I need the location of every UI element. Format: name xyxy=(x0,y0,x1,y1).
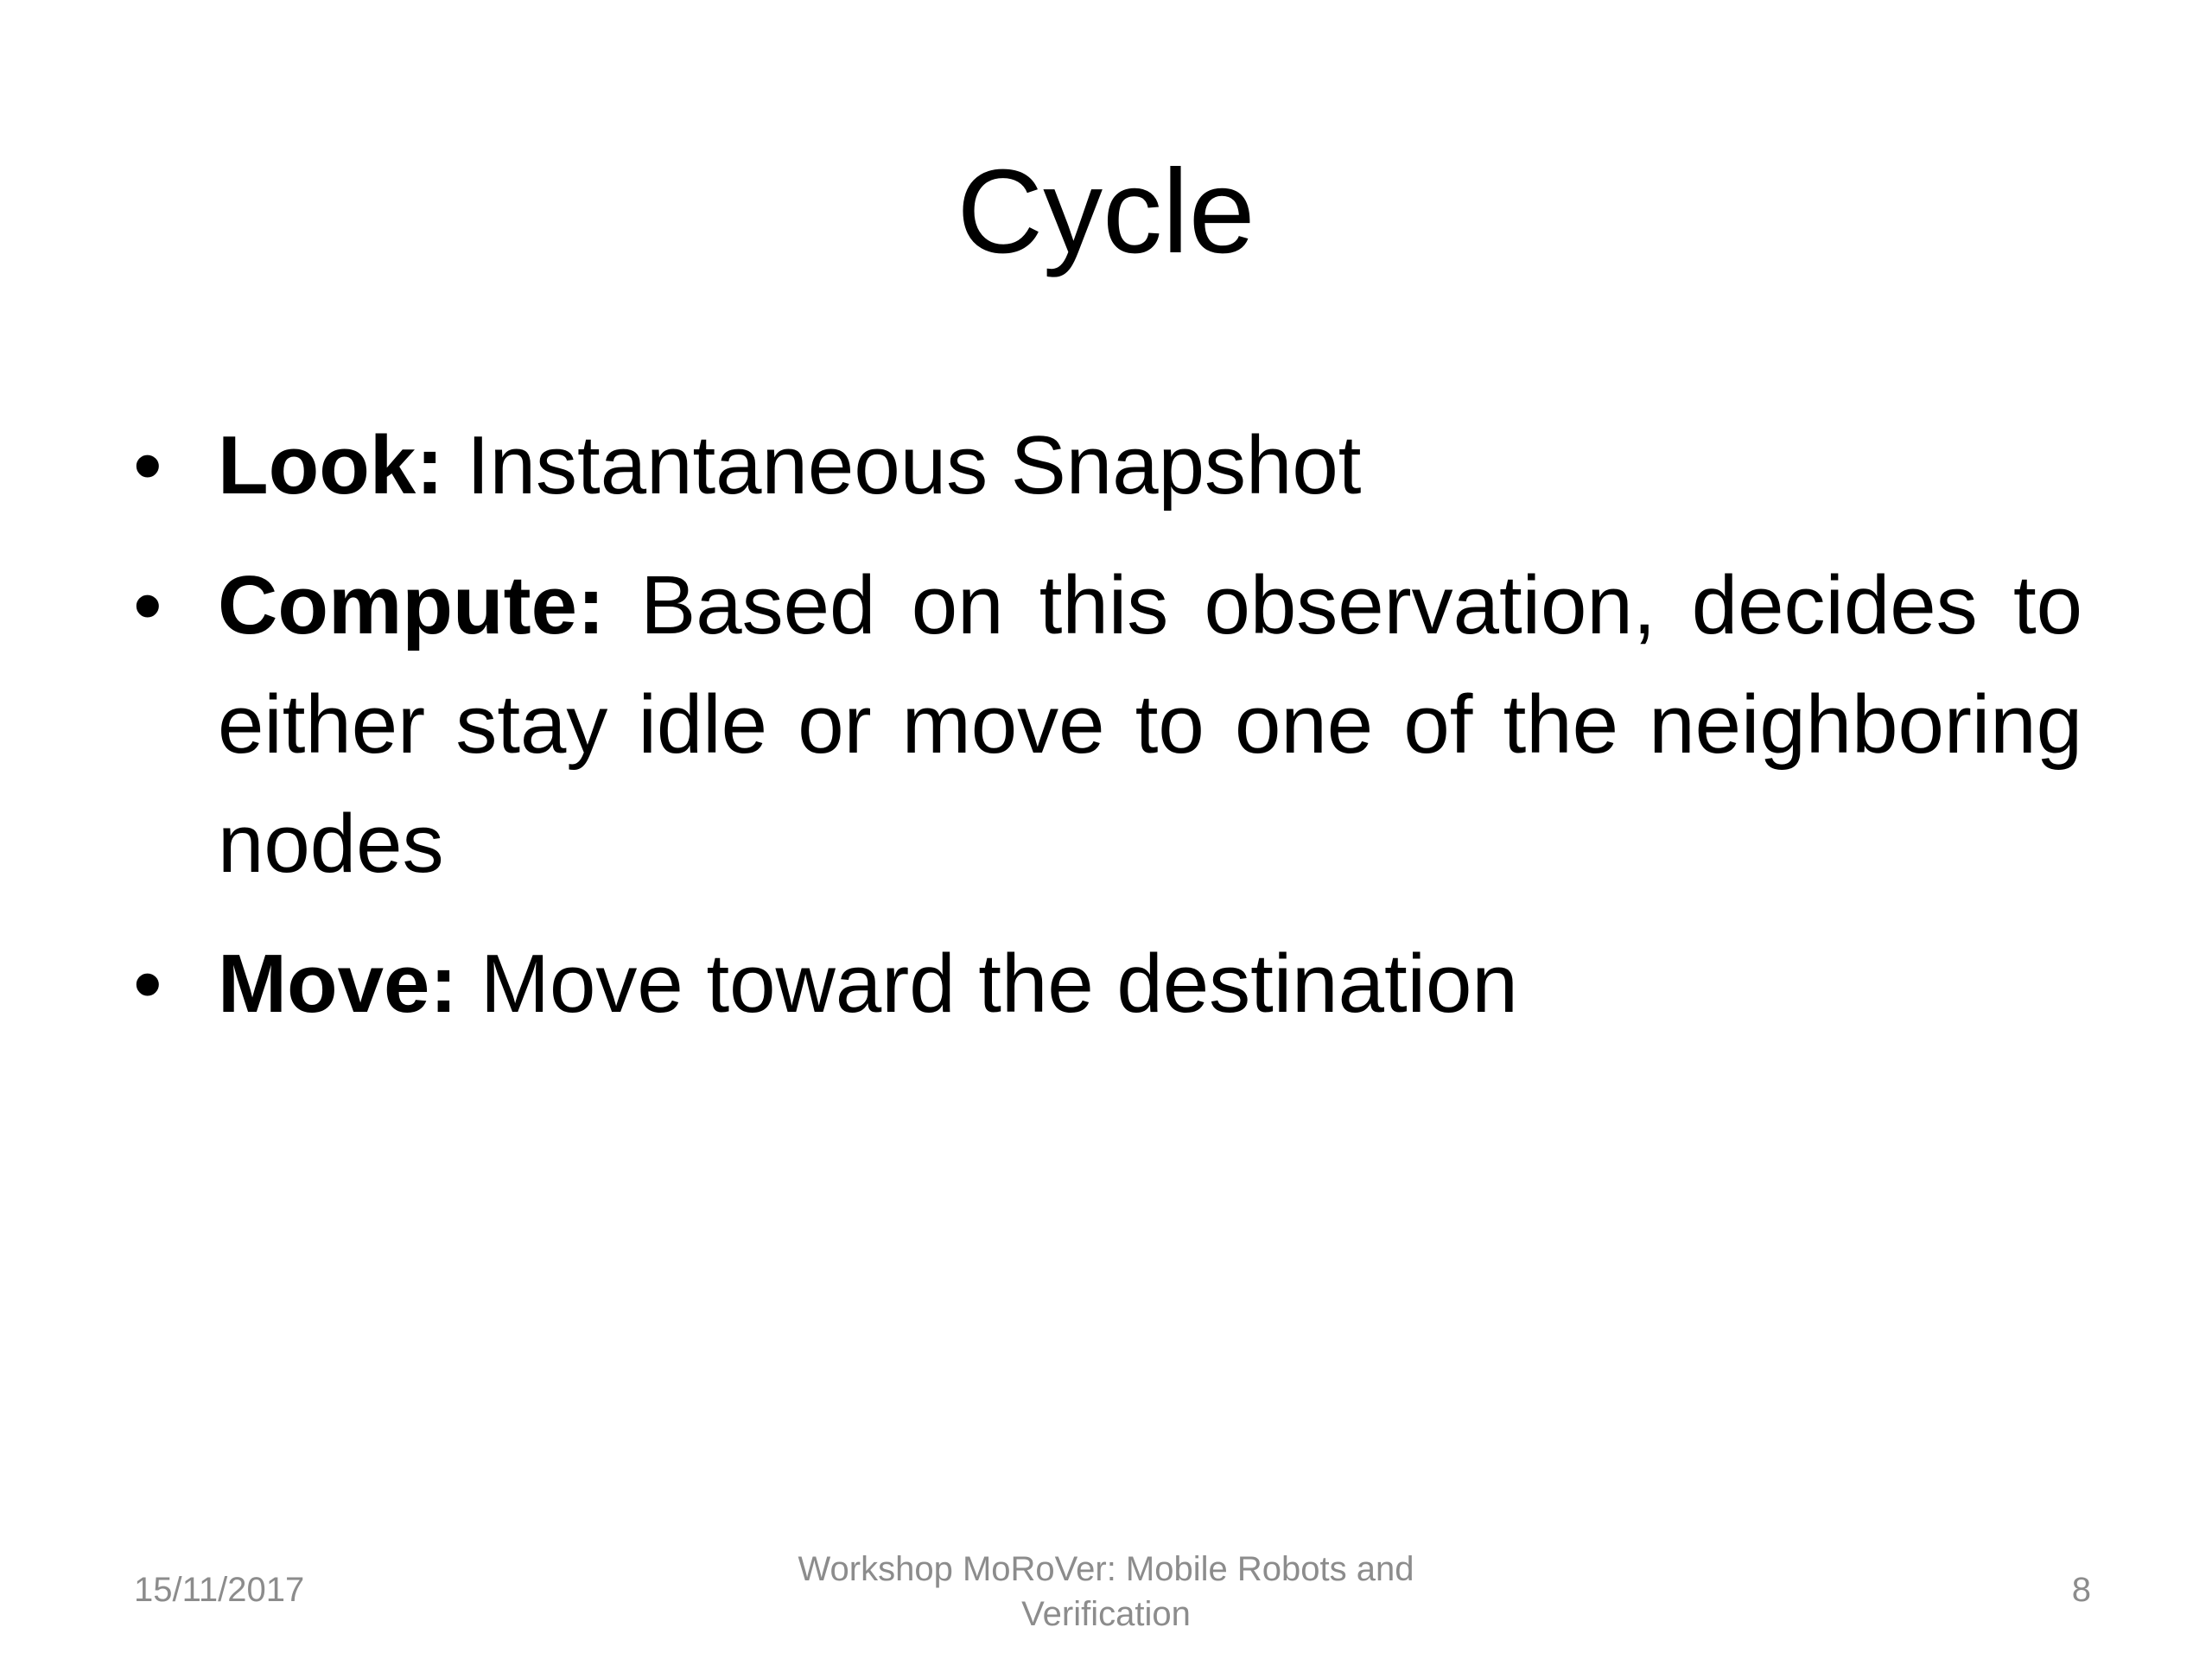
footer-title xyxy=(760,1547,1452,1637)
footer-date: 15/11/2017 xyxy=(134,1571,305,1609)
bullet-term: Move: xyxy=(218,938,458,1030)
footer-title-line-2: Verification xyxy=(1021,1595,1191,1633)
bullet-icon: • xyxy=(133,419,162,512)
bullet-text: Move toward the destination xyxy=(457,938,1518,1030)
bullet-term: Look: xyxy=(218,419,444,512)
bullet-icon: • xyxy=(133,938,162,1030)
bullet-term: Compute: xyxy=(218,559,605,652)
footer-title-line-1: Workshop MoRoVer: Mobile Robots and xyxy=(798,1550,1414,1588)
slide-title: Cycle xyxy=(957,145,1255,278)
bullet-look xyxy=(130,406,2082,525)
page-number: 8 xyxy=(2071,1571,2091,1609)
bullet-move xyxy=(130,925,2082,1044)
bullet-text: Instantaneous Snapshot xyxy=(443,419,1362,512)
bullet-list xyxy=(130,406,2082,1065)
bullet-icon: • xyxy=(133,559,162,652)
bullet-compute xyxy=(130,546,2082,904)
bullet-text: Based on this observation, decides to either stay idle or move to one of the neighboring nodes xyxy=(218,559,2082,890)
